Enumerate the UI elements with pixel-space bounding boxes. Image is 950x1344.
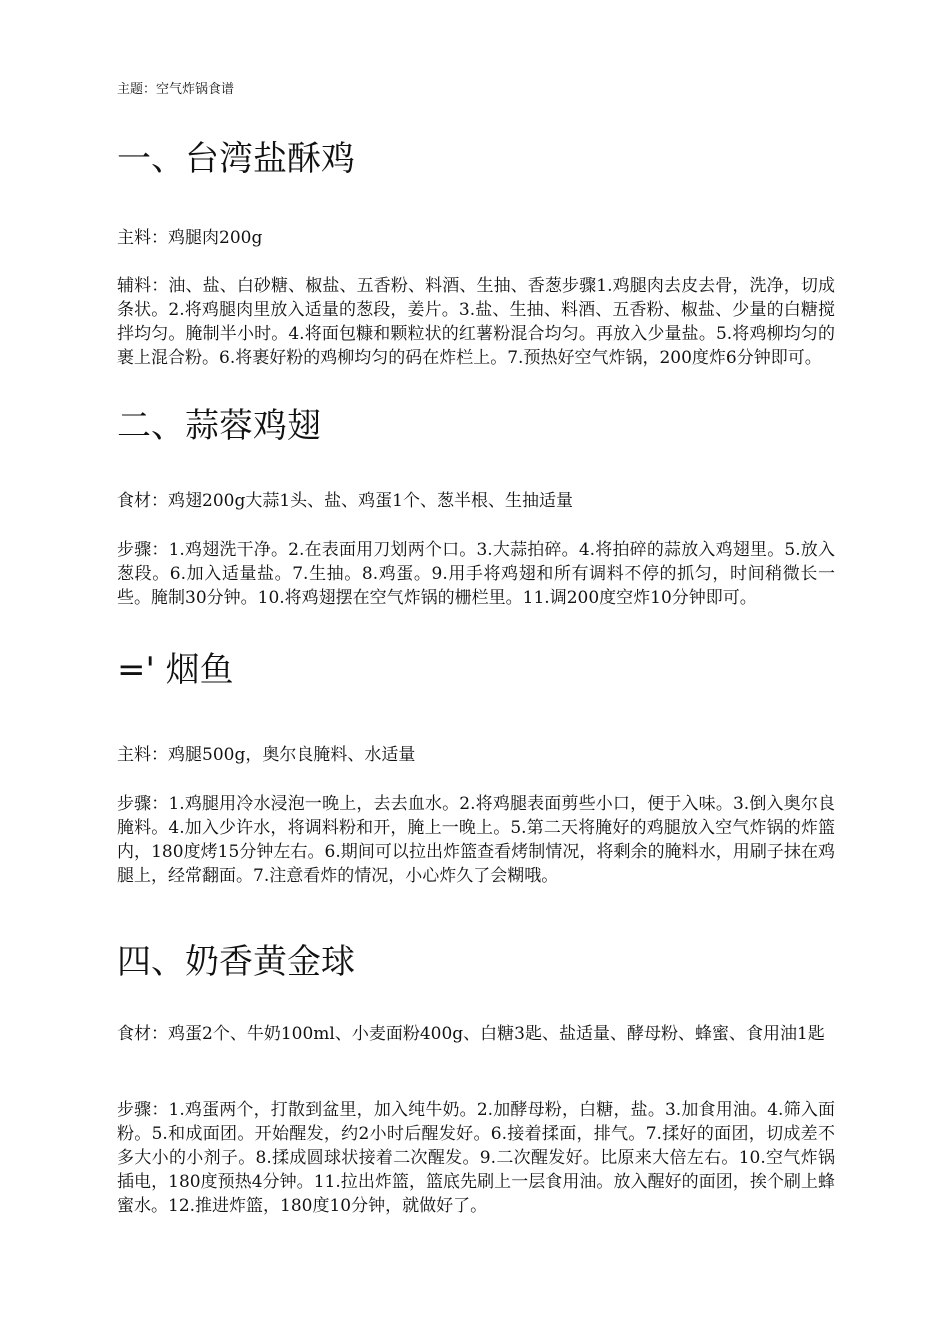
section-1-title: 一、台湾盐酥鸡	[117, 139, 355, 179]
section-2-steps: 步骤：1.鸡翅洗干净。2.在表面用刀划两个口。3.大蒜拍碎。4.将拍碎的蒜放入鸡翅里。5.放入葱段。6.加入适量盐。7.生抽。8.鸡蛋。9.用手将鸡翅和所有调料不停的抓匀，时间稍微长一些。腌制30分钟。10.将鸡翅摆在空气炸锅的栅栏里。11.调200度空炸10分钟即可。	[117, 540, 835, 608]
section-3-steps: 步骤：1.鸡腿用冷水浸泡一晚上，去去血水。2.将鸡腿表面剪些小口，便于入味。3.倒入奥尔良腌料。4.加入少许水，将调料粉和开，腌上一晚上。5.第二天将腌好的鸡腿放入空气炸锅的炸篮内，180度烤15分钟左右。6.期间可以拉出炸篮查看烤制情况，将剩余的腌料水，用刷子抹在鸡腿上，经常翻面。7.注意看炸的情况，小心炸久了会糊哦。	[117, 794, 835, 886]
section-1-ingredients: 主料：鸡腿肉200g	[117, 228, 263, 248]
section-3-title: =' 烟鱼	[117, 650, 234, 690]
document-subject: 主题：空气炸锅食谱	[117, 82, 235, 97]
section-2-title: 二、蒜蓉鸡翅	[117, 406, 321, 446]
section-4-title: 四、奶香黄金球	[117, 942, 355, 982]
section-4-ingredients: 食材：鸡蛋2个、牛奶100ml、小麦面粉400g、白糖3匙、盐适量、酵母粉、蜂蜜、食用油1匙	[117, 1024, 825, 1044]
section-1-steps: 辅料：油、盐、白砂糖、椒盐、五香粉、料酒、生抽、香葱步骤1.鸡腿肉去皮去骨，洗净，切成条状。2.将鸡腿肉里放入适量的葱段，姜片。3.盐、生抽、料酒、五香粉、椒盐、少量的白糖搅拌均匀。腌制半小时。4.将面包糠和颗粒状的红薯粉混合均匀。再放入少量盐。5.将鸡柳均匀的裹上混合粉。6.将裹好粉的鸡柳均匀的码在炸栏上。7.预热好空气炸锅，200度炸6分钟即可。	[117, 276, 835, 368]
section-2-ingredients: 食材：鸡翅200g大蒜1头、盐、鸡蛋1个、葱半根、生抽适量	[117, 491, 573, 511]
section-3-ingredients: 主料：鸡腿500g，奥尔良腌料、水适量	[117, 745, 416, 765]
section-4-steps: 步骤：1.鸡蛋两个，打散到盆里，加入纯牛奶。2.加酵母粉，白糖，盐。3.加食用油。4.筛入面粉。5.和成面团。开始醒发，约2小时后醒发好。6.接着揉面，排气。7.揉好的面团，切成差不多大小的小剂子。8.揉成圆球状接着二次醒发。9.二次醒发好。比原来大倍左右。10.空气炸锅插电，180度预热4分钟。11.拉出炸篮，篮底先刷上一层食用油。放入醒好的面团，挨个刷上蜂蜜水。12.推进炸篮，180度10分钟，就做好了。	[117, 1100, 835, 1216]
